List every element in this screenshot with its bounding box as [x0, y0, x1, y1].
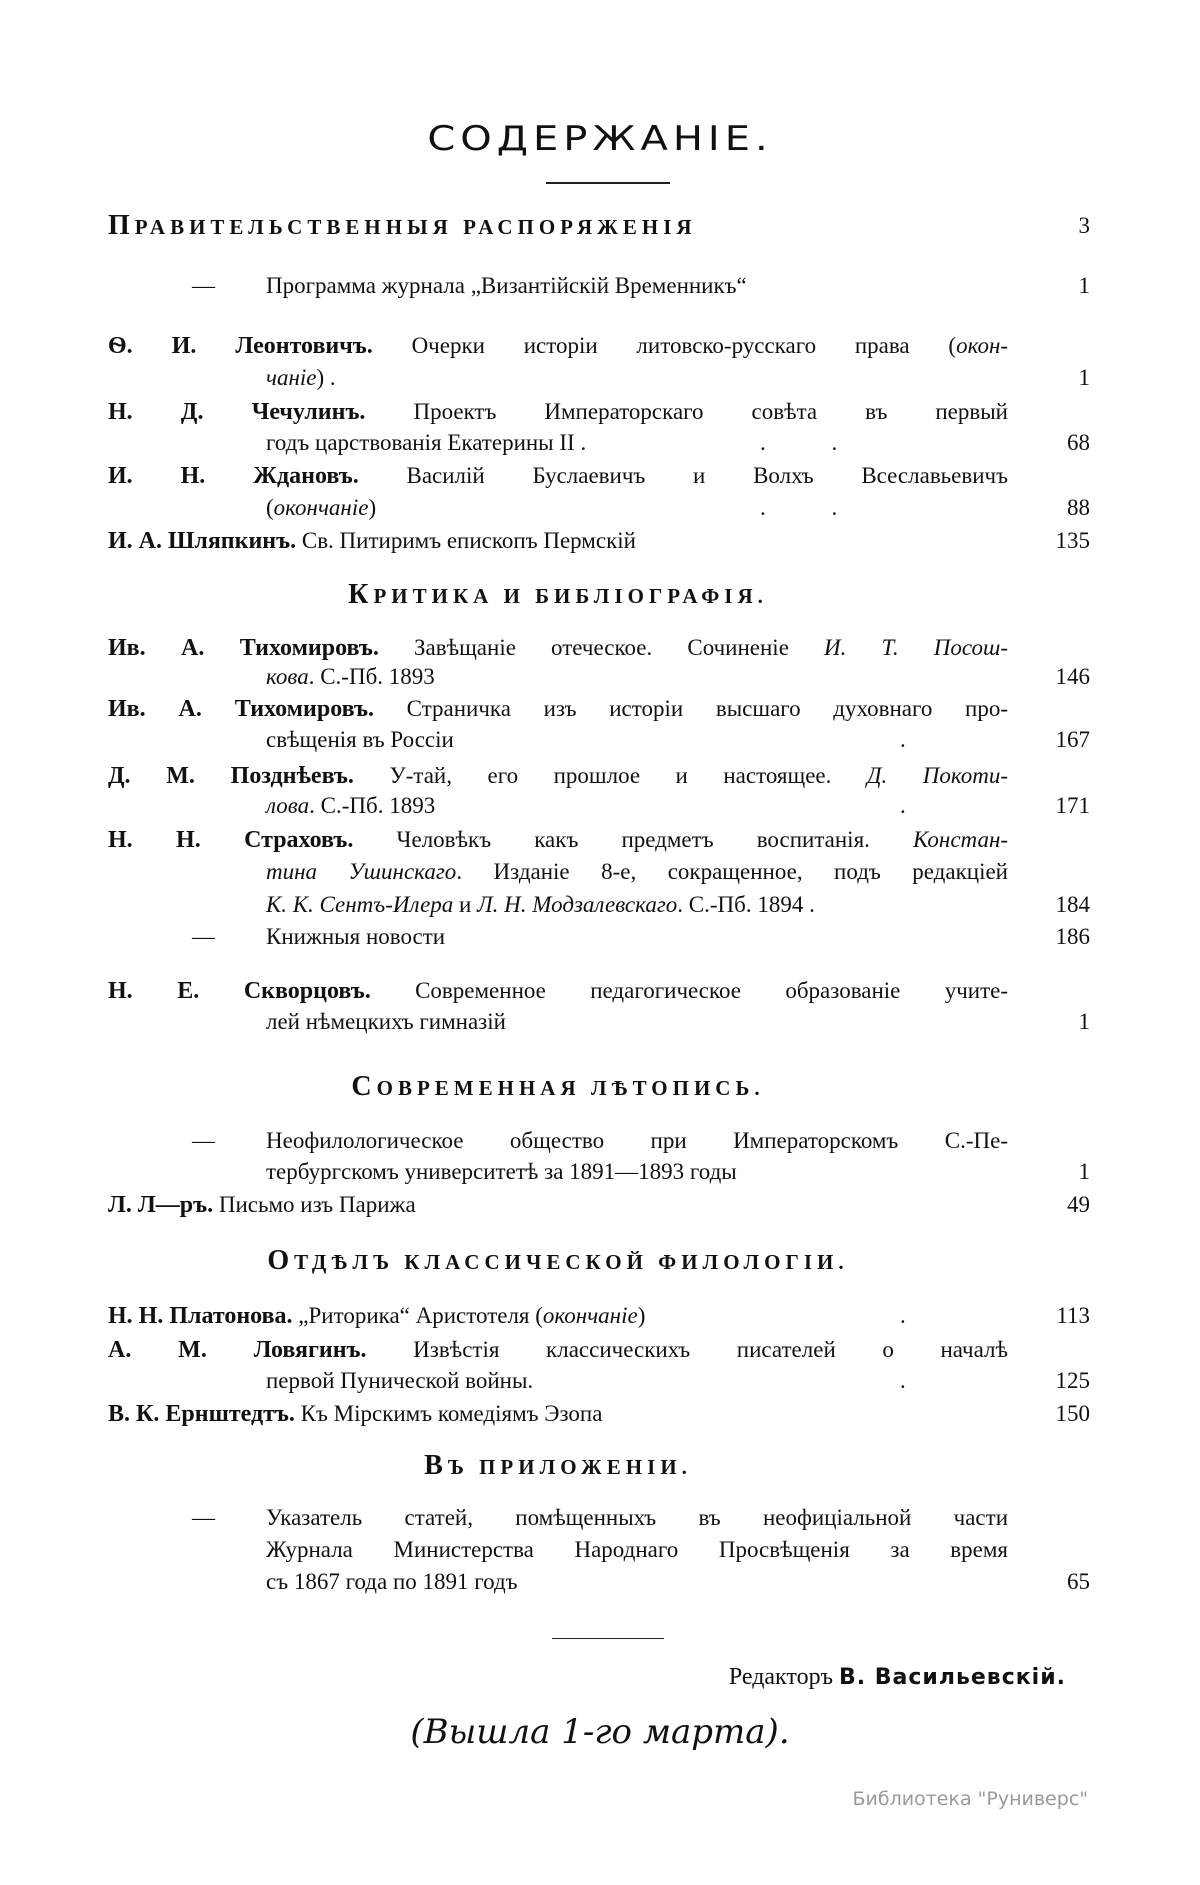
entry-author: Н. Е. Скворцовъ. [108, 978, 371, 1004]
dot-leader: . [900, 1368, 906, 1393]
toc-entry-line [266, 362, 1008, 394]
entry-italic-text: лова [266, 793, 310, 818]
entry-italic-text: окончаніе [542, 1303, 638, 1328]
toc-entry-line [266, 1365, 1008, 1397]
entry-text: „Риторика“ Аристотеля ( [298, 1303, 543, 1328]
section-page-number: 3 [1078, 213, 1090, 238]
entry-text: ) [368, 495, 377, 520]
toc-entry-line [108, 693, 1008, 725]
entry-text: Проектъ Императорскаго совѣта въ первый [413, 399, 1008, 424]
entry-author: Ѳ. И. Леонтовичъ. [108, 333, 373, 359]
end-ornament-divider [552, 1638, 664, 1639]
section-heading: ПРАВИТЕЛЬСТВЕННЫЯ РАСПОРЯЖЕНІЯ [108, 210, 697, 241]
toc-entry-line [266, 856, 1008, 888]
entry-italic-text: К. К. Сентъ-Илера [266, 892, 454, 917]
entry-author: Ив. А. Тихомировъ. [108, 696, 374, 722]
entry-italic-text: Д. Покоти- [866, 763, 1008, 788]
toc-entry-line [108, 460, 1008, 492]
toc-entry-line [108, 824, 1008, 856]
entry-page-number: 186 [1055, 924, 1090, 949]
entry-italic-text: окончаніе [273, 495, 369, 520]
entry-text: Завѣщаніе отеческое. Сочиненіе [414, 635, 825, 660]
entry-text: и [453, 892, 478, 917]
entry-page-number: 113 [1056, 1303, 1090, 1328]
entry-italic-text: Л. Н. Модзалевскаго [477, 892, 678, 917]
entry-italic-text: кова [266, 664, 309, 689]
toc-entry-line [266, 724, 1008, 756]
entry-dash: — [192, 1505, 215, 1530]
toc-entry-line [108, 975, 1008, 1007]
entry-text: Указатель статей, помѣщенныхъ въ неофиціальной части [266, 1505, 1008, 1530]
editor-signature [729, 1664, 1066, 1691]
entry-text: свѣщенія въ Россіи [266, 727, 454, 752]
dot-leader: . [900, 727, 906, 752]
entry-page-number: 49 [1067, 1192, 1090, 1217]
toc-entry-line [108, 1398, 1008, 1430]
entry-text: годъ царствованія Екатерины II . [266, 430, 587, 455]
section-heading: СОВРЕМЕННАЯ ЛѢТОПИСЬ. [351, 1071, 765, 1102]
entry-text: Очерки исторіи литовско-русскаго права ( [411, 333, 957, 358]
handwritten-note: (Вышла 1-го марта). [410, 1712, 790, 1752]
entry-page-number: 1 [1078, 365, 1090, 390]
entry-author: Л. Л—ръ. [108, 1192, 214, 1218]
entry-text: Св. Питиримъ епископъ Пермскій [301, 528, 636, 553]
dot-leader: . [900, 1303, 906, 1328]
toc-entry-line [266, 1502, 1008, 1534]
entry-page-number: 184 [1055, 892, 1090, 917]
entry-author: В. К. Ернштедтъ. [108, 1401, 295, 1427]
entry-text: Василій Буслаевичъ и Волхъ Всеславьевичъ [406, 463, 1008, 488]
entry-dash: — [192, 924, 215, 949]
toc-entry-line [266, 1006, 1008, 1038]
entry-text: Неофилологическое общество при Императорскомъ С.-Пе- [266, 1128, 1008, 1153]
entry-text: Современное педагогическое образованіе учите- [415, 978, 1008, 1003]
entry-text: Книжныя новости [266, 924, 446, 949]
entry-italic-text: Констан- [913, 827, 1008, 852]
entry-page-number: 150 [1055, 1401, 1090, 1426]
entry-author: Н. Д. Чечулинъ. [108, 399, 366, 425]
dot-leader: . [900, 793, 906, 818]
entry-text: Журнала Министерства Народнаго Просвѣщенія за время [266, 1537, 1008, 1562]
entry-text: тербургскомъ университетѣ за 1891—1893 годы [266, 1159, 737, 1184]
entry-text: Страничка изъ исторіи высшаго духовнаго про- [406, 696, 1008, 721]
toc-entry-line [266, 427, 1008, 459]
entry-text: Извѣстія классическихъ писателей о началѣ [413, 1337, 1008, 1362]
section-heading: ВЪ ПРИЛОЖЕНІИ. [424, 1450, 692, 1481]
entry-text: . С.-Пб. 1893 [309, 793, 436, 818]
entry-dash: — [192, 273, 215, 298]
entry-text: ) . [316, 365, 336, 390]
entry-page-number: 1 [1078, 1159, 1090, 1184]
toc-entry-line [108, 760, 1008, 792]
section-heading: ОТДѢЛЪ КЛАССИЧЕСКОЙ ФИЛОЛОГІИ. [267, 1245, 849, 1276]
entry-italic-text: окон- [956, 333, 1008, 358]
entry-page-number: 167 [1055, 727, 1090, 752]
entry-text: . Изданіе 8-е, сокращенное, подъ редакціей [456, 859, 1008, 884]
toc-entry-line [266, 492, 1008, 524]
toc-entry-line [266, 1534, 1008, 1566]
entry-page-number: 65 [1067, 1569, 1090, 1594]
entry-italic-text: чаніе [266, 365, 317, 390]
entry-page-number: 146 [1055, 664, 1090, 689]
entry-text: ( [266, 495, 274, 520]
entry-author: И. Н. Ждановъ. [108, 463, 359, 489]
editor-label: Редакторъ [728, 1664, 833, 1690]
toc-entry-line [108, 396, 1008, 428]
toc-entry-line [266, 889, 1008, 921]
library-watermark: Библиотека "Руниверс" [852, 1788, 1088, 1810]
toc-entry-line [266, 1125, 1008, 1157]
entry-text: Программа журнала „Византійскій Временникъ“ [266, 273, 747, 298]
entry-author: Ив. А. Тихомировъ. [108, 635, 379, 661]
toc-entry-line [266, 1156, 1008, 1188]
toc-entry-line [266, 1566, 1008, 1598]
toc-entry-line [266, 270, 1008, 302]
toc-entry-line [108, 1189, 1008, 1221]
entry-page-number: 1 [1078, 1009, 1090, 1034]
entry-italic-text: И. Т. Посош- [824, 635, 1008, 660]
editor-name: В. Васильевскій. [838, 1665, 1066, 1690]
entry-text: У-тай, его прошлое и настоящее. [389, 763, 867, 788]
entry-author: Д. М. Позднѣевъ. [108, 763, 354, 789]
entry-italic-text: тина Ушинскаго [266, 859, 457, 884]
toc-entry-line [266, 921, 1008, 953]
entry-page-number: 125 [1055, 1368, 1090, 1393]
entry-text: съ 1867 года по 1891 годъ [266, 1569, 518, 1594]
dot-leader: . . [760, 430, 838, 455]
toc-entry-line [266, 661, 1008, 693]
entry-text: первой Пунической войны. [266, 1368, 534, 1393]
entry-text: . С.-Пб. 1894 . [677, 892, 815, 917]
entry-text: Письмо изъ Парижа [218, 1192, 416, 1217]
entry-dash: — [192, 1128, 215, 1153]
entry-page-number: 1 [1078, 273, 1090, 298]
title-ornament-divider [546, 182, 670, 184]
entry-author: И. А. Шляпкинъ. [108, 528, 297, 554]
entry-page-number: 88 [1067, 495, 1090, 520]
toc-entry-line [108, 632, 1008, 664]
toc-entry-line [108, 1334, 1008, 1366]
entry-page-number: 171 [1055, 793, 1090, 818]
entry-author: Н. Н. Страховъ. [108, 827, 354, 853]
entry-author: А. М. Ловягинъ. [108, 1337, 367, 1363]
toc-entry-line [108, 330, 1008, 362]
section-heading: КРИТИКА И БИБЛІОГРАФІЯ. [348, 579, 768, 610]
toc-entry-line [108, 1300, 1008, 1332]
dot-leader: . . [760, 495, 838, 520]
entry-text: ) [637, 1303, 646, 1328]
entry-text: Къ Мірскимъ комедіямъ Эзопа [300, 1401, 603, 1426]
entry-page-number: 68 [1067, 430, 1090, 455]
toc-entry-line [108, 525, 1008, 557]
page-title: СОДЕРЖАНІЕ. [427, 119, 773, 159]
toc-entry-line [266, 790, 1008, 822]
entry-author: Н. Н. Платонова. [108, 1303, 293, 1329]
entry-text: Человѣкъ какъ предметъ воспитанія. [396, 827, 914, 852]
entry-text: . С.-Пб. 1893 [308, 664, 435, 689]
entry-text: лей нѣмецкихъ гимназій [266, 1009, 506, 1034]
entry-page-number: 135 [1055, 528, 1090, 553]
